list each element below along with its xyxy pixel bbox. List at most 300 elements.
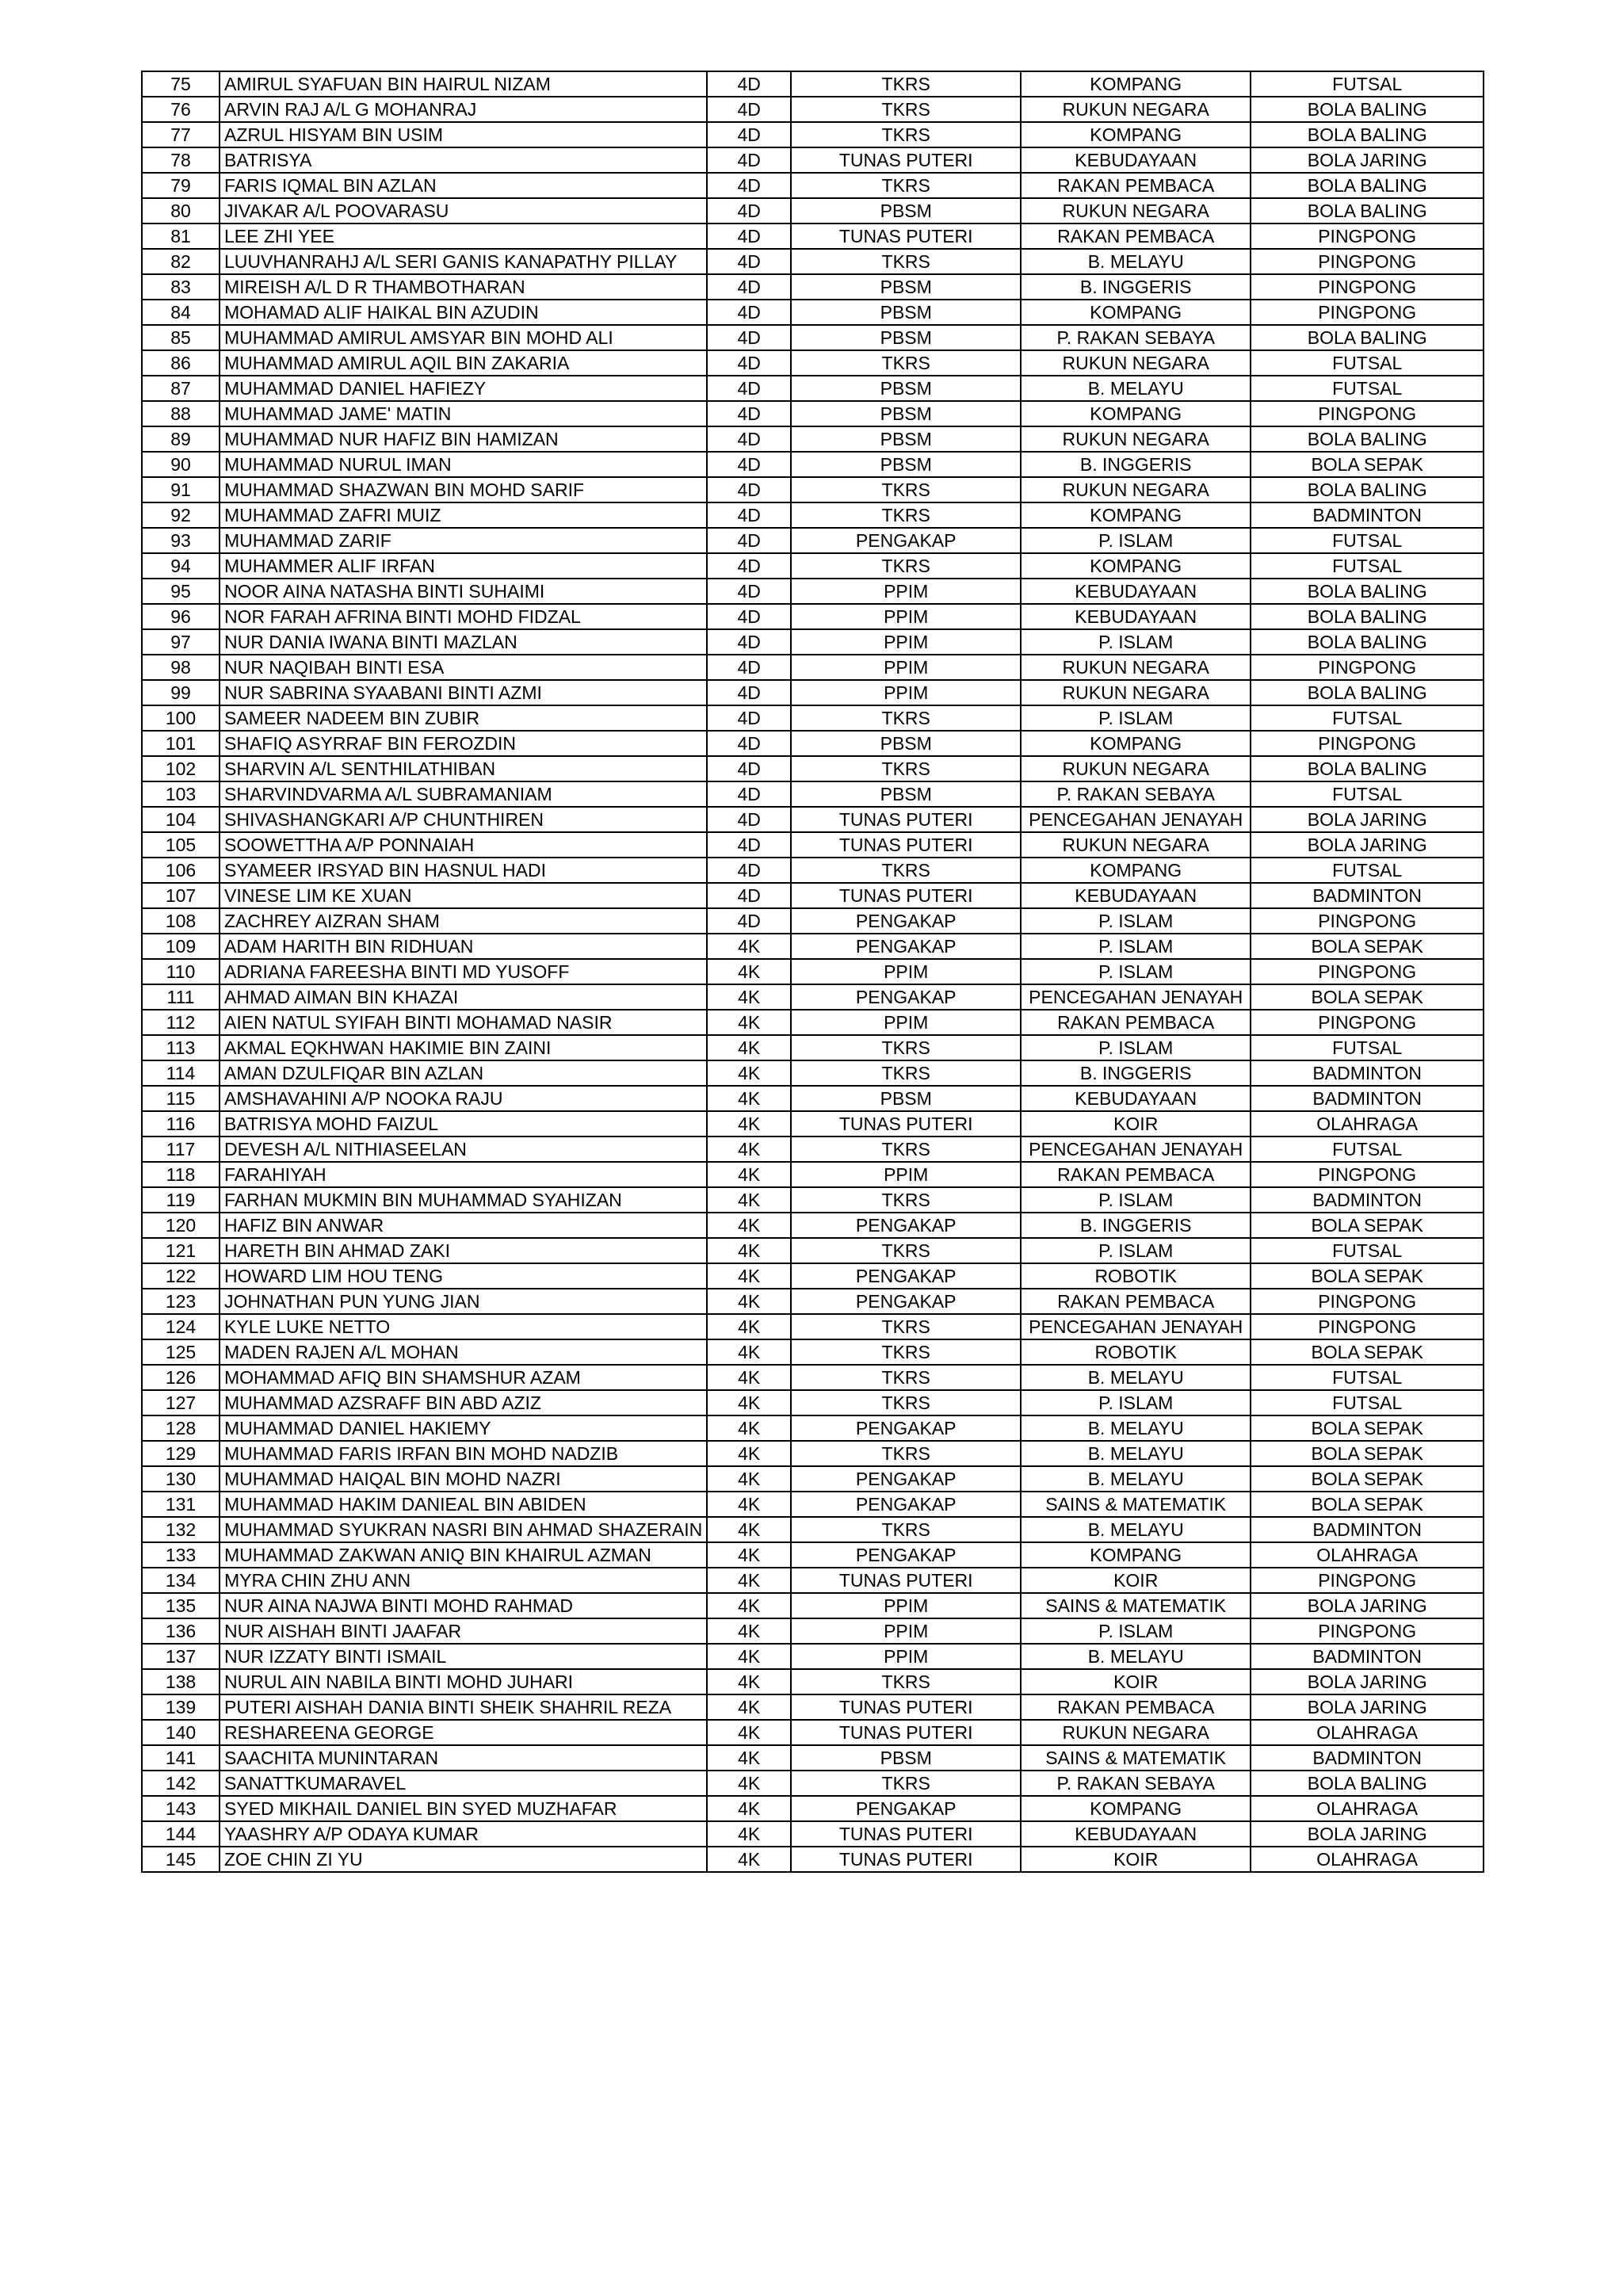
- table-row: [142, 477, 1484, 502]
- cell-class: 4K: [707, 1289, 791, 1314]
- cell-student-name: ZOE CHIN ZI YU: [220, 1847, 707, 1872]
- cell-club-society: RUKUN NEGARA: [1021, 832, 1251, 858]
- cell-uniform-body: PENGAKAP: [791, 1542, 1021, 1568]
- cell-club-society: RUKUN NEGARA: [1021, 1720, 1251, 1745]
- cell-number: 142: [142, 1771, 220, 1796]
- cell-uniform-body: PBSM: [791, 376, 1021, 401]
- cell-number: 141: [142, 1745, 220, 1771]
- cell-class: 4D: [707, 579, 791, 604]
- cell-student-name: ARVIN RAJ A/L G MOHANRAJ: [220, 97, 707, 122]
- cell-number: 106: [142, 858, 220, 883]
- cell-club-society: P. RAKAN SEBAYA: [1021, 1771, 1251, 1796]
- cell-number: 83: [142, 274, 220, 300]
- cell-club-society: RAKAN PEMBACA: [1021, 1289, 1251, 1314]
- cell-club-society: KEBUDAYAAN: [1021, 1821, 1251, 1847]
- cell-sport: FUTSAL: [1251, 858, 1484, 883]
- cell-number: 135: [142, 1593, 220, 1618]
- cell-uniform-body: TUNAS PUTERI: [791, 147, 1021, 173]
- cell-number: 84: [142, 300, 220, 325]
- cell-club-society: KOIR: [1021, 1669, 1251, 1694]
- table-row: [142, 502, 1484, 528]
- cell-uniform-body: PPIM: [791, 959, 1021, 984]
- cell-student-name: DEVESH A/L NITHIASEELAN: [220, 1137, 707, 1162]
- cell-student-name: SYAMEER IRSYAD BIN HASNUL HADI: [220, 858, 707, 883]
- cell-student-name: ADAM HARITH BIN RIDHUAN: [220, 934, 707, 959]
- cell-number: 94: [142, 553, 220, 579]
- cell-number: 143: [142, 1796, 220, 1821]
- cell-student-name: LEE ZHI YEE: [220, 223, 707, 249]
- cell-number: 95: [142, 579, 220, 604]
- table-row: [142, 934, 1484, 959]
- cell-sport: PINGPONG: [1251, 655, 1484, 680]
- cell-uniform-body: PENGAKAP: [791, 528, 1021, 553]
- cell-sport: OLAHRAGA: [1251, 1796, 1484, 1821]
- cell-number: 120: [142, 1213, 220, 1238]
- cell-uniform-body: PPIM: [791, 1010, 1021, 1035]
- cell-uniform-body: TKRS: [791, 1771, 1021, 1796]
- table-row: [142, 1339, 1484, 1365]
- table-row: [142, 579, 1484, 604]
- cell-sport: PINGPONG: [1251, 959, 1484, 984]
- cell-uniform-body: TKRS: [791, 1035, 1021, 1060]
- cell-student-name: MUHAMMAD SYUKRAN NASRI BIN AHMAD SHAZERAIN: [220, 1517, 707, 1542]
- cell-number: 109: [142, 934, 220, 959]
- cell-club-society: RAKAN PEMBACA: [1021, 1162, 1251, 1187]
- table-row: [142, 1086, 1484, 1111]
- cell-class: 4K: [707, 1010, 791, 1035]
- cell-uniform-body: TUNAS PUTERI: [791, 1568, 1021, 1593]
- cell-club-society: SAINS & MATEMATIK: [1021, 1492, 1251, 1517]
- cell-class: 4K: [707, 1644, 791, 1669]
- cell-sport: OLAHRAGA: [1251, 1542, 1484, 1568]
- cell-number: 89: [142, 426, 220, 452]
- cell-number: 80: [142, 198, 220, 223]
- cell-class: 4D: [707, 71, 791, 97]
- table-row: [142, 122, 1484, 147]
- cell-uniform-body: TKRS: [791, 249, 1021, 274]
- cell-class: 4D: [707, 300, 791, 325]
- cell-club-society: P. ISLAM: [1021, 959, 1251, 984]
- cell-sport: BOLA SEPAK: [1251, 934, 1484, 959]
- cell-class: 4D: [707, 249, 791, 274]
- cell-number: 85: [142, 325, 220, 350]
- cell-class: 4D: [707, 274, 791, 300]
- cell-class: 4D: [707, 807, 791, 832]
- cell-sport: BOLA BALING: [1251, 477, 1484, 502]
- cell-student-name: MIREISH A/L D R THAMBOTHARAN: [220, 274, 707, 300]
- table-row: [142, 1187, 1484, 1213]
- cell-class: 4K: [707, 1238, 791, 1263]
- cell-uniform-body: PBSM: [791, 198, 1021, 223]
- cell-class: 4K: [707, 1796, 791, 1821]
- cell-uniform-body: TKRS: [791, 1137, 1021, 1162]
- cell-class: 4D: [707, 629, 791, 655]
- cell-sport: PINGPONG: [1251, 223, 1484, 249]
- cell-student-name: NUR AINA NAJWA BINTI MOHD RAHMAD: [220, 1593, 707, 1618]
- cell-student-name: MUHAMMAD ZAFRI MUIZ: [220, 502, 707, 528]
- table-row: [142, 604, 1484, 629]
- cell-club-society: KEBUDAYAAN: [1021, 1086, 1251, 1111]
- cell-sport: BADMINTON: [1251, 1187, 1484, 1213]
- cell-club-society: KEBUDAYAAN: [1021, 579, 1251, 604]
- table-row: [142, 1314, 1484, 1339]
- cell-club-society: PENCEGAHAN JENAYAH: [1021, 1314, 1251, 1339]
- cell-uniform-body: PBSM: [791, 1745, 1021, 1771]
- cell-class: 4D: [707, 756, 791, 781]
- cell-club-society: KOMPANG: [1021, 122, 1251, 147]
- cell-class: 4D: [707, 426, 791, 452]
- table-row: [142, 1568, 1484, 1593]
- cell-class: 4K: [707, 1466, 791, 1492]
- cell-uniform-body: TUNAS PUTERI: [791, 1111, 1021, 1137]
- cell-uniform-body: TUNAS PUTERI: [791, 1847, 1021, 1872]
- cell-number: 133: [142, 1542, 220, 1568]
- cell-sport: BADMINTON: [1251, 1745, 1484, 1771]
- cell-number: 139: [142, 1694, 220, 1720]
- cell-uniform-body: TKRS: [791, 553, 1021, 579]
- cell-class: 4K: [707, 1568, 791, 1593]
- cell-number: 145: [142, 1847, 220, 1872]
- cell-class: 4K: [707, 1365, 791, 1390]
- cell-number: 124: [142, 1314, 220, 1339]
- cell-club-society: KOMPANG: [1021, 300, 1251, 325]
- cell-class: 4D: [707, 350, 791, 376]
- cell-student-name: MUHAMMAD HAIQAL BIN MOHD NAZRI: [220, 1466, 707, 1492]
- cell-uniform-body: TKRS: [791, 1441, 1021, 1466]
- cell-uniform-body: TUNAS PUTERI: [791, 832, 1021, 858]
- student-activity-table: [141, 71, 1484, 1873]
- table-row: [142, 71, 1484, 97]
- cell-student-name: MUHAMMAD ZARIF: [220, 528, 707, 553]
- cell-club-society: RAKAN PEMBACA: [1021, 1010, 1251, 1035]
- cell-number: 108: [142, 908, 220, 934]
- table-row: [142, 781, 1484, 807]
- table-row: [142, 198, 1484, 223]
- cell-club-society: P. ISLAM: [1021, 705, 1251, 731]
- cell-sport: PINGPONG: [1251, 300, 1484, 325]
- cell-sport: PINGPONG: [1251, 249, 1484, 274]
- cell-student-name: MUHAMMAD ZAKWAN ANIQ BIN KHAIRUL AZMAN: [220, 1542, 707, 1568]
- cell-uniform-body: PENGAKAP: [791, 1213, 1021, 1238]
- cell-number: 119: [142, 1187, 220, 1213]
- cell-class: 4K: [707, 984, 791, 1010]
- cell-number: 92: [142, 502, 220, 528]
- table-row: [142, 1466, 1484, 1492]
- table-row: [142, 1720, 1484, 1745]
- cell-sport: PINGPONG: [1251, 1289, 1484, 1314]
- cell-student-name: YAASHRY A/P ODAYA KUMAR: [220, 1821, 707, 1847]
- cell-sport: PINGPONG: [1251, 1618, 1484, 1644]
- cell-class: 4D: [707, 401, 791, 426]
- cell-class: 4K: [707, 959, 791, 984]
- cell-sport: BOLA JARING: [1251, 1821, 1484, 1847]
- cell-sport: BOLA BALING: [1251, 122, 1484, 147]
- cell-uniform-body: TUNAS PUTERI: [791, 223, 1021, 249]
- cell-class: 4D: [707, 655, 791, 680]
- cell-number: 118: [142, 1162, 220, 1187]
- cell-class: 4K: [707, 1339, 791, 1365]
- cell-student-name: NOR FARAH AFRINA BINTI MOHD FIDZAL: [220, 604, 707, 629]
- cell-student-name: MYRA CHIN ZHU ANN: [220, 1568, 707, 1593]
- table-row: [142, 832, 1484, 858]
- cell-number: 136: [142, 1618, 220, 1644]
- cell-uniform-body: PPIM: [791, 655, 1021, 680]
- cell-class: 4K: [707, 1162, 791, 1187]
- cell-class: 4D: [707, 502, 791, 528]
- cell-club-society: P. ISLAM: [1021, 1187, 1251, 1213]
- cell-uniform-body: TKRS: [791, 173, 1021, 198]
- table-row: [142, 1289, 1484, 1314]
- cell-student-name: VINESE LIM KE XUAN: [220, 883, 707, 908]
- cell-number: 103: [142, 781, 220, 807]
- cell-sport: BOLA SEPAK: [1251, 1213, 1484, 1238]
- cell-uniform-body: PPIM: [791, 604, 1021, 629]
- cell-class: 4K: [707, 1187, 791, 1213]
- cell-club-society: KOIR: [1021, 1847, 1251, 1872]
- cell-class: 4K: [707, 1517, 791, 1542]
- cell-sport: BOLA BALING: [1251, 629, 1484, 655]
- cell-student-name: JIVAKAR A/L POOVARASU: [220, 198, 707, 223]
- cell-club-society: P. ISLAM: [1021, 1618, 1251, 1644]
- cell-number: 93: [142, 528, 220, 553]
- cell-uniform-body: PPIM: [791, 1593, 1021, 1618]
- cell-uniform-body: TKRS: [791, 1390, 1021, 1415]
- cell-student-name: JOHNATHAN PUN YUNG JIAN: [220, 1289, 707, 1314]
- cell-number: 101: [142, 731, 220, 756]
- cell-class: 4D: [707, 97, 791, 122]
- cell-number: 115: [142, 1086, 220, 1111]
- cell-club-society: RUKUN NEGARA: [1021, 97, 1251, 122]
- cell-student-name: NURUL AIN NABILA BINTI MOHD JUHARI: [220, 1669, 707, 1694]
- cell-class: 4K: [707, 1492, 791, 1517]
- cell-uniform-body: TKRS: [791, 1365, 1021, 1390]
- table-row: [142, 1593, 1484, 1618]
- table-row: [142, 731, 1484, 756]
- cell-number: 144: [142, 1821, 220, 1847]
- cell-uniform-body: TUNAS PUTERI: [791, 1694, 1021, 1720]
- cell-uniform-body: PENGAKAP: [791, 1796, 1021, 1821]
- cell-club-society: KOMPANG: [1021, 731, 1251, 756]
- cell-student-name: NUR NAQIBAH BINTI ESA: [220, 655, 707, 680]
- cell-class: 4K: [707, 1314, 791, 1339]
- cell-class: 4D: [707, 223, 791, 249]
- cell-student-name: MUHAMMAD HAKIM DANIEAL BIN ABIDEN: [220, 1492, 707, 1517]
- cell-club-society: P. ISLAM: [1021, 1035, 1251, 1060]
- cell-sport: BOLA SEPAK: [1251, 1492, 1484, 1517]
- table-row: [142, 1745, 1484, 1771]
- table-row: [142, 1694, 1484, 1720]
- cell-sport: BOLA BALING: [1251, 198, 1484, 223]
- cell-student-name: SOOWETTHA A/P PONNAIAH: [220, 832, 707, 858]
- cell-number: 134: [142, 1568, 220, 1593]
- cell-number: 78: [142, 147, 220, 173]
- cell-club-society: RUKUN NEGARA: [1021, 198, 1251, 223]
- cell-number: 76: [142, 97, 220, 122]
- table-row: [142, 325, 1484, 350]
- cell-class: 4D: [707, 883, 791, 908]
- cell-uniform-body: PBSM: [791, 1086, 1021, 1111]
- cell-club-society: B. MELAYU: [1021, 1365, 1251, 1390]
- cell-student-name: MUHAMMAD DANIEL HAFIEZY: [220, 376, 707, 401]
- cell-number: 99: [142, 680, 220, 705]
- table-row: [142, 1060, 1484, 1086]
- cell-sport: BOLA SEPAK: [1251, 1263, 1484, 1289]
- cell-student-name: AMAN DZULFIQAR BIN AZLAN: [220, 1060, 707, 1086]
- cell-class: 4K: [707, 1745, 791, 1771]
- cell-sport: FUTSAL: [1251, 1365, 1484, 1390]
- cell-student-name: BATRISYA MOHD FAIZUL: [220, 1111, 707, 1137]
- cell-student-name: MUHAMMAD AMIRUL AQIL BIN ZAKARIA: [220, 350, 707, 376]
- cell-number: 86: [142, 350, 220, 376]
- cell-student-name: SAACHITA MUNINTARAN: [220, 1745, 707, 1771]
- cell-student-name: SYED MIKHAIL DANIEL BIN SYED MUZHAFAR: [220, 1796, 707, 1821]
- cell-club-society: B. INGGERIS: [1021, 274, 1251, 300]
- cell-student-name: FARIS IQMAL BIN AZLAN: [220, 173, 707, 198]
- cell-class: 4D: [707, 198, 791, 223]
- cell-number: 111: [142, 984, 220, 1010]
- cell-club-society: KEBUDAYAAN: [1021, 147, 1251, 173]
- cell-club-society: KEBUDAYAAN: [1021, 883, 1251, 908]
- cell-club-society: KOMPANG: [1021, 401, 1251, 426]
- cell-student-name: AMSHAVAHINI A/P NOOKA RAJU: [220, 1086, 707, 1111]
- cell-class: 4K: [707, 1137, 791, 1162]
- cell-student-name: SAMEER NADEEM BIN ZUBIR: [220, 705, 707, 731]
- cell-club-society: KOMPANG: [1021, 71, 1251, 97]
- cell-class: 4K: [707, 1821, 791, 1847]
- cell-club-society: RUKUN NEGARA: [1021, 426, 1251, 452]
- cell-number: 137: [142, 1644, 220, 1669]
- table-row: [142, 1796, 1484, 1821]
- cell-student-name: MUHAMMER ALIF IRFAN: [220, 553, 707, 579]
- cell-student-name: MUHAMMAD JAME' MATIN: [220, 401, 707, 426]
- cell-uniform-body: PPIM: [791, 680, 1021, 705]
- cell-uniform-body: PBSM: [791, 274, 1021, 300]
- cell-uniform-body: TKRS: [791, 1669, 1021, 1694]
- cell-student-name: MUHAMMAD NURUL IMAN: [220, 452, 707, 477]
- cell-sport: FUTSAL: [1251, 1390, 1484, 1415]
- cell-class: 4K: [707, 1593, 791, 1618]
- cell-class: 4K: [707, 1415, 791, 1441]
- cell-class: 4K: [707, 1035, 791, 1060]
- cell-uniform-body: PBSM: [791, 325, 1021, 350]
- cell-sport: FUTSAL: [1251, 350, 1484, 376]
- cell-uniform-body: PPIM: [791, 1644, 1021, 1669]
- cell-student-name: MUHAMMAD NUR HAFIZ BIN HAMIZAN: [220, 426, 707, 452]
- table-row: [142, 426, 1484, 452]
- cell-club-society: B. MELAYU: [1021, 1644, 1251, 1669]
- cell-uniform-body: TKRS: [791, 477, 1021, 502]
- cell-number: 97: [142, 629, 220, 655]
- cell-student-name: NUR AISHAH BINTI JAAFAR: [220, 1618, 707, 1644]
- table-row: [142, 1213, 1484, 1238]
- cell-uniform-body: TKRS: [791, 756, 1021, 781]
- cell-number: 87: [142, 376, 220, 401]
- table-row: [142, 1542, 1484, 1568]
- cell-sport: BOLA BALING: [1251, 680, 1484, 705]
- cell-class: 4K: [707, 1111, 791, 1137]
- cell-club-society: B. MELAYU: [1021, 1466, 1251, 1492]
- cell-class: 4D: [707, 604, 791, 629]
- cell-uniform-body: PPIM: [791, 579, 1021, 604]
- cell-class: 4D: [707, 832, 791, 858]
- cell-uniform-body: TUNAS PUTERI: [791, 1720, 1021, 1745]
- table-row: [142, 376, 1484, 401]
- table-row: [142, 908, 1484, 934]
- table-row: [142, 1010, 1484, 1035]
- cell-club-society: B. INGGERIS: [1021, 1213, 1251, 1238]
- cell-club-society: ROBOTIK: [1021, 1339, 1251, 1365]
- table-row: [142, 1390, 1484, 1415]
- table-row: [142, 883, 1484, 908]
- cell-number: 127: [142, 1390, 220, 1415]
- table-row: [142, 223, 1484, 249]
- cell-student-name: MOHAMAD ALIF HAIKAL BIN AZUDIN: [220, 300, 707, 325]
- cell-sport: OLAHRAGA: [1251, 1847, 1484, 1872]
- table-row: [142, 984, 1484, 1010]
- cell-sport: PINGPONG: [1251, 731, 1484, 756]
- cell-club-society: KOMPANG: [1021, 553, 1251, 579]
- cell-number: 79: [142, 173, 220, 198]
- cell-class: 4K: [707, 1720, 791, 1745]
- cell-sport: PINGPONG: [1251, 908, 1484, 934]
- cell-uniform-body: PENGAKAP: [791, 934, 1021, 959]
- cell-class: 4D: [707, 553, 791, 579]
- cell-uniform-body: PBSM: [791, 401, 1021, 426]
- cell-class: 4K: [707, 1847, 791, 1872]
- cell-uniform-body: PENGAKAP: [791, 1289, 1021, 1314]
- cell-number: 98: [142, 655, 220, 680]
- cell-sport: FUTSAL: [1251, 705, 1484, 731]
- cell-sport: BOLA BALING: [1251, 97, 1484, 122]
- cell-uniform-body: TKRS: [791, 122, 1021, 147]
- cell-sport: PINGPONG: [1251, 274, 1484, 300]
- cell-club-society: P. RAKAN SEBAYA: [1021, 325, 1251, 350]
- cell-sport: BOLA JARING: [1251, 147, 1484, 173]
- table-row: [142, 1365, 1484, 1390]
- table-row: [142, 629, 1484, 655]
- cell-student-name: RESHAREENA GEORGE: [220, 1720, 707, 1745]
- cell-number: 130: [142, 1466, 220, 1492]
- cell-class: 4D: [707, 147, 791, 173]
- cell-student-name: MUHAMMAD SHAZWAN BIN MOHD SARIF: [220, 477, 707, 502]
- cell-uniform-body: TKRS: [791, 1187, 1021, 1213]
- table-row: [142, 528, 1484, 553]
- cell-sport: FUTSAL: [1251, 1035, 1484, 1060]
- cell-club-society: RAKAN PEMBACA: [1021, 173, 1251, 198]
- table-row: [142, 756, 1484, 781]
- cell-class: 4K: [707, 1694, 791, 1720]
- cell-student-name: AZRUL HISYAM BIN USIM: [220, 122, 707, 147]
- cell-uniform-body: PBSM: [791, 300, 1021, 325]
- cell-student-name: SHAFIQ ASYRRAF BIN FEROZDIN: [220, 731, 707, 756]
- cell-uniform-body: PENGAKAP: [791, 908, 1021, 934]
- cell-club-society: KOMPANG: [1021, 502, 1251, 528]
- cell-sport: PINGPONG: [1251, 1568, 1484, 1593]
- cell-student-name: SHIVASHANGKARI A/P CHUNTHIREN: [220, 807, 707, 832]
- cell-uniform-body: TUNAS PUTERI: [791, 883, 1021, 908]
- cell-number: 90: [142, 452, 220, 477]
- cell-sport: BOLA BALING: [1251, 604, 1484, 629]
- table-row: [142, 249, 1484, 274]
- cell-club-society: KOIR: [1021, 1568, 1251, 1593]
- cell-sport: BOLA BALING: [1251, 579, 1484, 604]
- cell-number: 138: [142, 1669, 220, 1694]
- table-row: [142, 1263, 1484, 1289]
- cell-sport: BOLA SEPAK: [1251, 1441, 1484, 1466]
- cell-sport: FUTSAL: [1251, 71, 1484, 97]
- cell-club-society: PENCEGAHAN JENAYAH: [1021, 807, 1251, 832]
- cell-sport: PINGPONG: [1251, 1314, 1484, 1339]
